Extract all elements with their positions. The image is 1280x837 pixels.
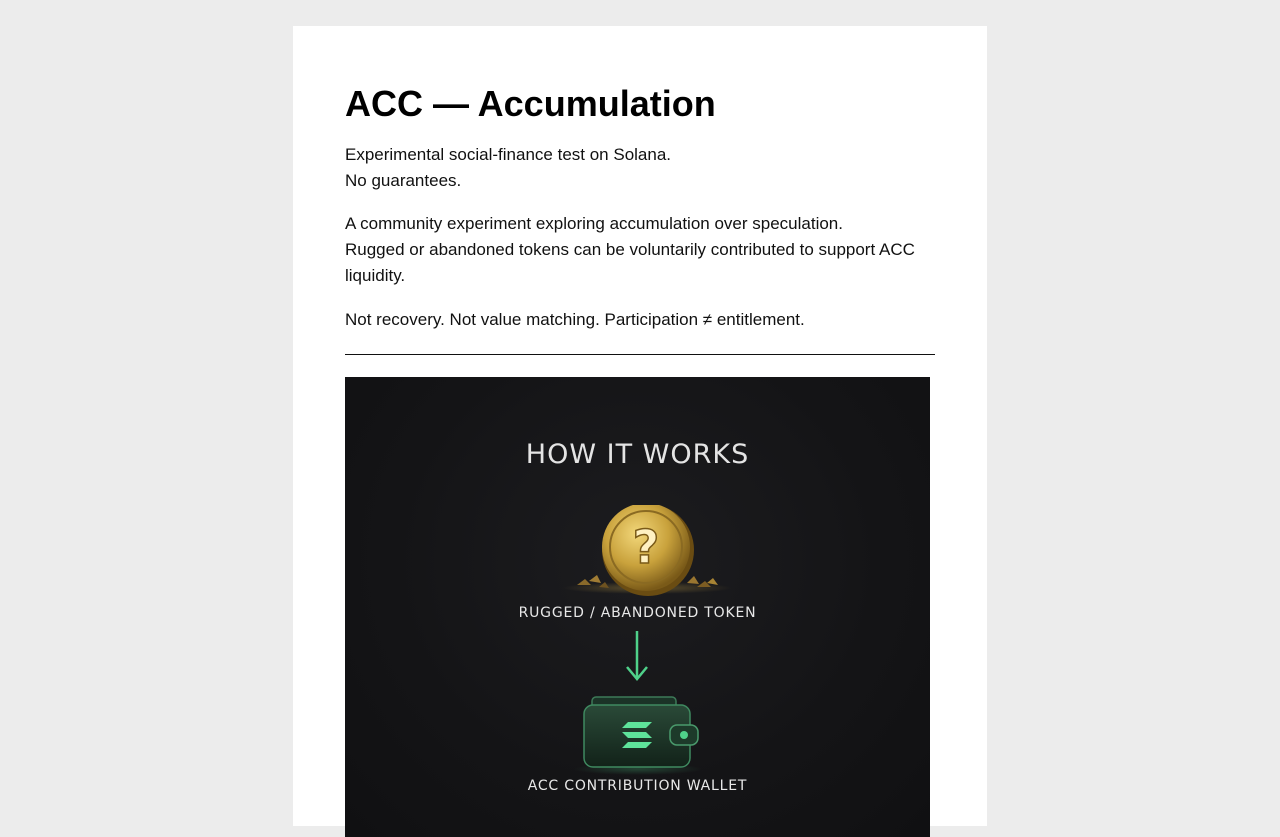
divider	[345, 354, 935, 355]
solana-wallet-icon	[570, 687, 705, 777]
description-line: A community experiment exploring accumulation over speculation.	[345, 214, 843, 233]
page-card	[293, 26, 987, 826]
page-title: ACC — Accumulation	[345, 83, 716, 124]
intro-line: No guarantees.	[345, 171, 462, 190]
question-coin-icon	[557, 505, 737, 605]
step-label-rugged-token: RUGGED / ABANDONED TOKEN	[518, 605, 757, 621]
how-it-works-image	[345, 377, 930, 837]
intro-paragraph	[345, 142, 935, 194]
how-it-works-title: HOW IT WORKS	[525, 439, 750, 470]
description-line: Rugged or abandoned tokens can be voluntarily contributed to support ACC liquidity.	[345, 240, 915, 285]
arrow-down-icon	[623, 629, 651, 683]
description-paragraph	[345, 211, 935, 289]
disclaimer-paragraph: Not recovery. Not value matching. Participation ≠ entitlement.	[345, 310, 805, 329]
step-label-contribution-wallet: ACC CONTRIBUTION WALLET	[527, 778, 748, 794]
svg-text:?: ?	[632, 520, 660, 574]
intro-line: Experimental social-finance test on Solana.	[345, 145, 672, 164]
